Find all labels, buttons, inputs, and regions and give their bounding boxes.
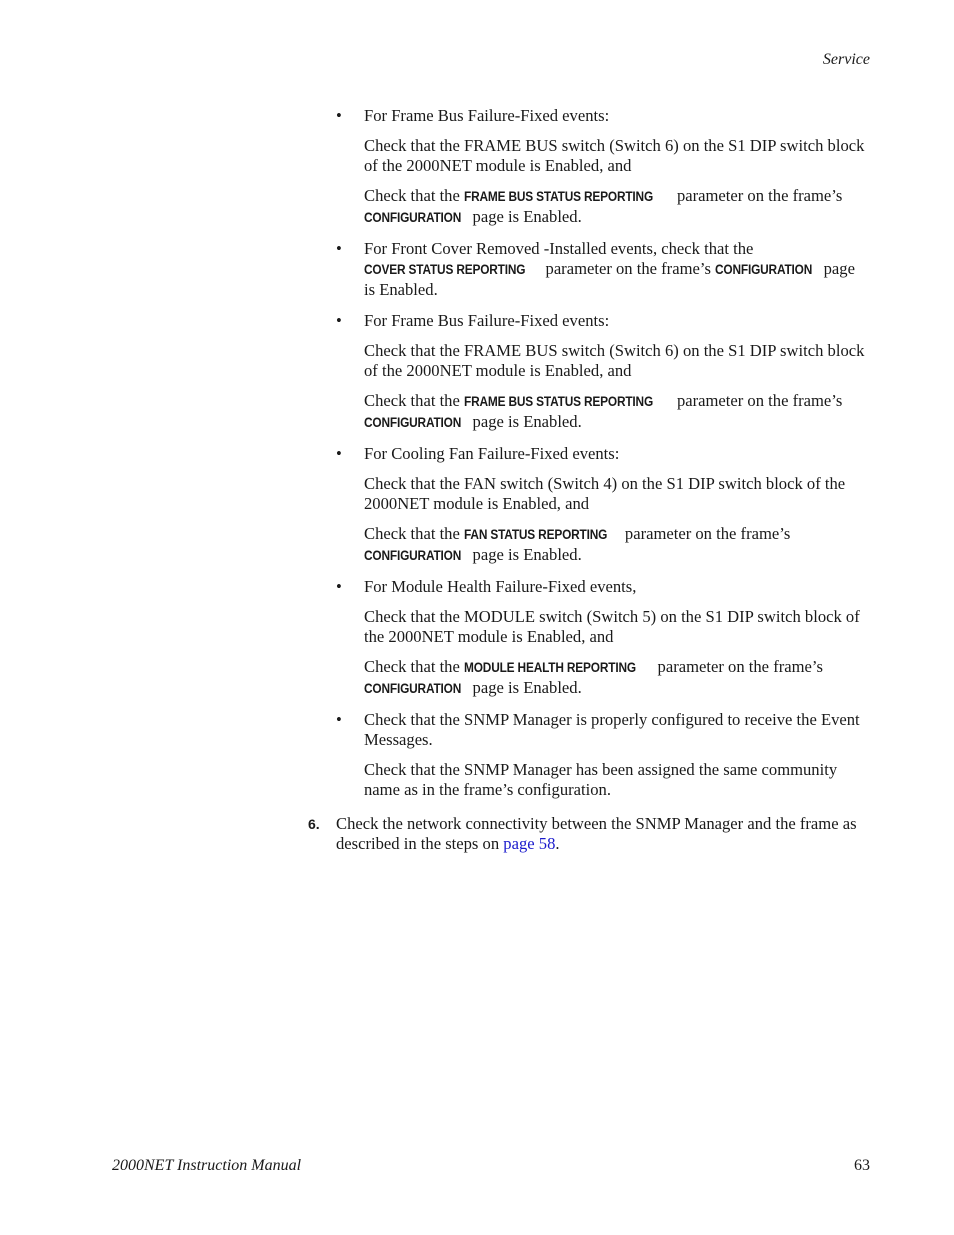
parameter-name: FAN STATUS REPORTING <box>464 527 608 542</box>
page-name: CONFIGURATION <box>364 415 462 430</box>
step-number: 6. <box>308 816 320 832</box>
page-name: CONFIGURATION <box>364 681 462 696</box>
running-header: Service <box>822 51 870 68</box>
manual-title: 2000NET Instruction Manual <box>112 1157 302 1174</box>
list-item-detail: Check that the FRAME BUS switch (Switch 6) on the S1 DIP switch block of the 2000NET module is Enabled, and <box>364 341 865 380</box>
step-text: Check the network connectivity between the SNMP Manager and the frame as described in the steps on <box>336 814 857 853</box>
list-item-lead: For Cooling Fan Failure-Fixed events: <box>364 444 620 463</box>
page-name: CONFIGURATION <box>364 548 462 563</box>
list-item <box>308 106 870 228</box>
bullet-icon: • <box>336 444 342 463</box>
list-item-lead: For Module Health Failure-Fixed events, <box>364 577 637 596</box>
page-name: CONFIGURATION <box>364 210 462 225</box>
list-item-detail: Check that the MODULE HEALTH REPORTING parameter on the frame’s CONFIGURATION page is Enabled. <box>364 657 823 697</box>
list-item-lead: Check that the SNMP Manager is properly configured to receive the Event Messages. <box>364 710 860 749</box>
list-item <box>308 311 870 433</box>
list-item-detail: Check that the MODULE switch (Switch 5) on the S1 DIP switch block of the 2000NET module is Enabled, and <box>364 607 860 646</box>
list-item-lead: For Frame Bus Failure-Fixed events: <box>364 311 610 330</box>
page-content <box>308 106 870 854</box>
list-item <box>308 710 870 800</box>
list-item-detail: Check that the FAN switch (Switch 4) on the S1 DIP switch block of the 2000NET module is Enabled, and <box>364 474 846 513</box>
list-item-detail: Check that the FRAME BUS switch (Switch 6) on the S1 DIP switch block of the 2000NET module is Enabled, and <box>364 136 865 175</box>
parameter-name: MODULE HEALTH REPORTING <box>464 660 636 675</box>
bullet-icon: • <box>336 577 342 596</box>
list-item <box>308 577 870 699</box>
bullet-icon: • <box>336 239 342 258</box>
parameter-name: COVER STATUS REPORTING <box>364 262 526 277</box>
page-link[interactable]: page 58 <box>503 834 556 853</box>
list-item-lead: For Front Cover Removed -Installed events, check that the COVER STATUS REPORTING parameter on the frame’s CONFIGURATION page is Enabled. <box>364 239 855 299</box>
list-item-detail: Check that the FAN STATUS REPORTING parameter on the frame’s CONFIGURATION page is Enabled. <box>364 524 791 564</box>
bullet-icon: • <box>336 106 342 125</box>
list-item-detail: Check that the SNMP Manager has been assigned the same community name as in the frame’s configuration. <box>364 760 838 799</box>
bullet-icon: • <box>336 710 342 729</box>
parameter-name: FRAME BUS STATUS REPORTING <box>464 394 654 409</box>
page-number: 63 <box>854 1157 870 1174</box>
parameter-name: FRAME BUS STATUS REPORTING <box>464 189 654 204</box>
list-item-lead: For Frame Bus Failure-Fixed events: <box>364 106 610 125</box>
bullet-icon: • <box>336 311 342 330</box>
page-name: CONFIGURATION <box>715 262 813 277</box>
list-item-detail: Check that the FRAME BUS STATUS REPORTING parameter on the frame’s CONFIGURATION page is Enabled. <box>364 391 843 431</box>
list-item <box>308 239 870 300</box>
procedure-step: 6. Check the network connectivity between the SNMP Manager and the frame as described in the steps on page 58. <box>308 814 857 853</box>
list-item-detail: Check that the FRAME BUS STATUS REPORTING parameter on the frame’s CONFIGURATION page is Enabled. <box>364 186 843 226</box>
list-item <box>308 444 870 566</box>
